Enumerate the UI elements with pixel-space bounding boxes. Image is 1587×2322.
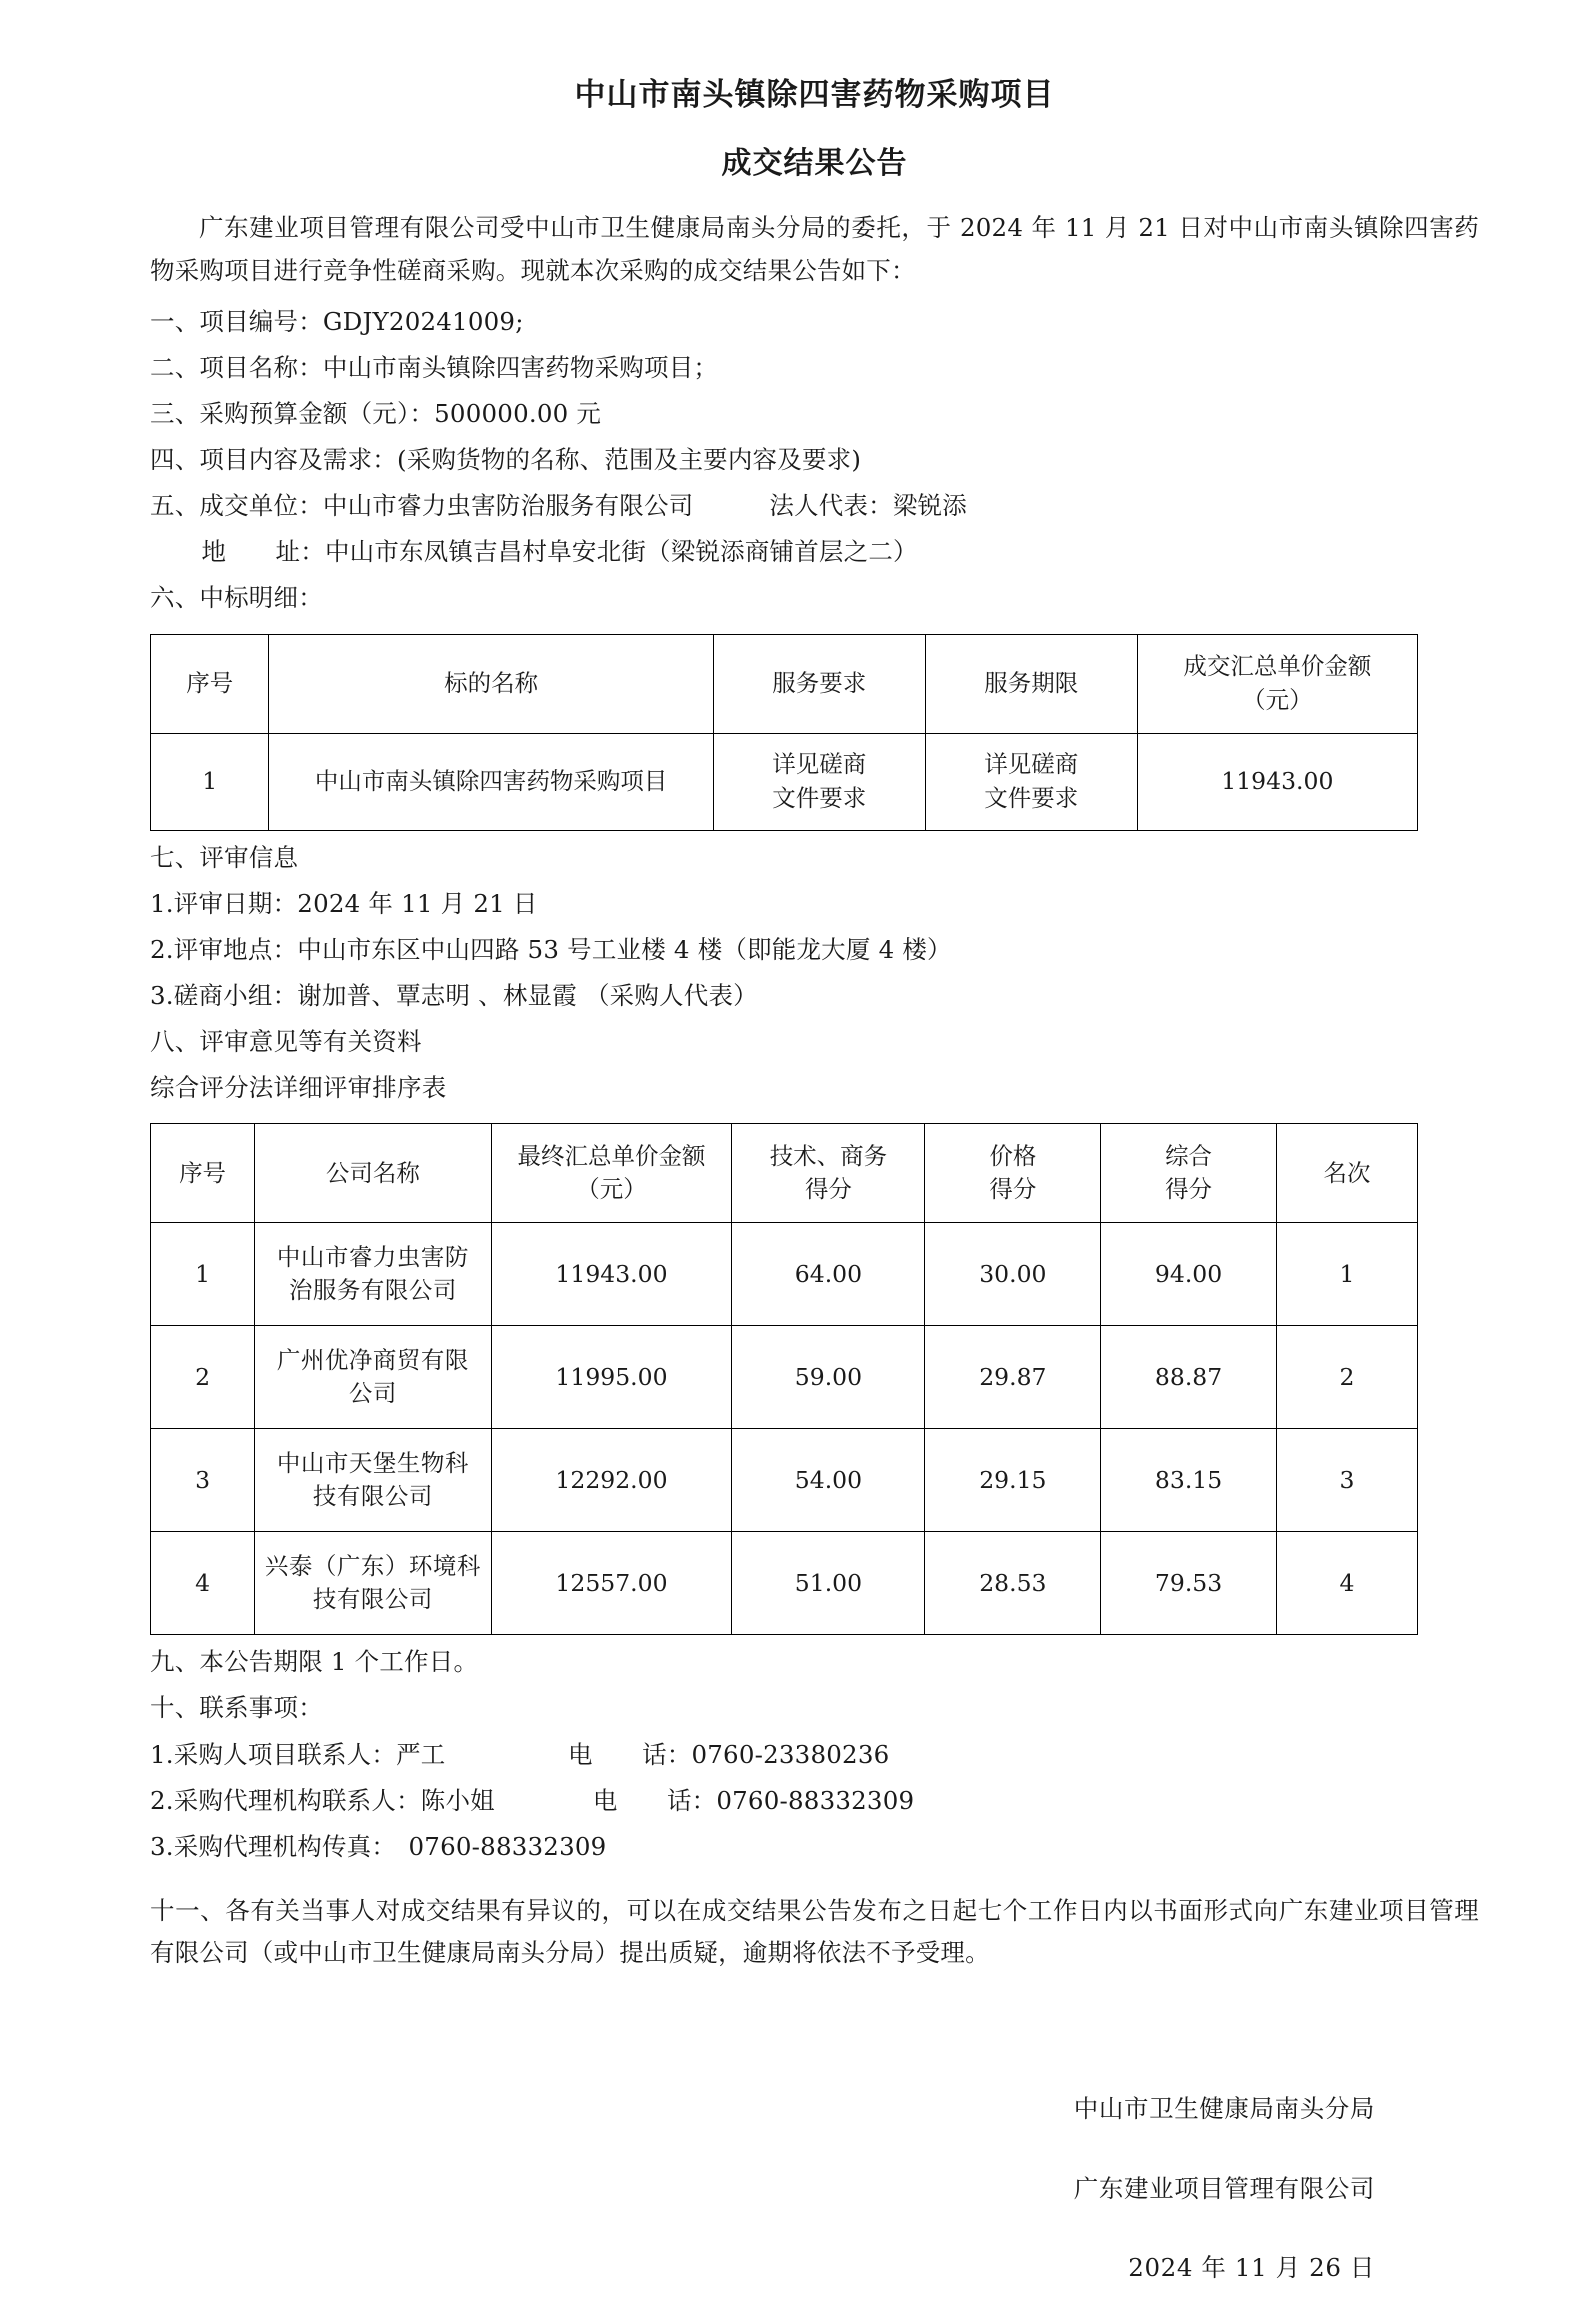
section-review-date: 1.评审日期：2024 年 11 月 21 日 [150,888,538,918]
table-header-row [151,634,1418,733]
header-no: 序号 [151,634,269,733]
header-tech-score [732,1124,925,1223]
contact-agency-phone-label: 电 话： [592,1785,717,1815]
contact-purchaser-label: 1.采购人项目联系人：严工 [150,1739,446,1769]
section-address [150,531,1479,573]
section-budget-amount: 三、采购预算金额（元）：500000.00 元 [150,398,602,428]
intro-paragraph: 广东建业项目管理有限公司受中山市卫生健康局南头分局的委托，于 2024 年 11 月 21 日对中山市南头镇除四害药物采购项目进行竞争性磋商采购。现就本次采购的成交结果公告如下： [150,213,1479,285]
winning-unit-company: 中山市睿力虫害防治服务有限公司 [322,491,694,521]
cell-final-amount: 12557.00 [491,1532,732,1635]
header-company-name: 公司名称 [255,1124,491,1223]
cell-award-amount: 11943.00 [1137,733,1417,830]
signature-org-health-bureau: 中山市卫生健康局南头分局 [1073,2094,1375,2124]
header-award-amount-line1: 成交汇总单价金额 [1183,652,1372,681]
header-tech-score-line2: 得分 [804,1175,852,1204]
signature-org-agency: 广东建业项目管理有限公司 [1073,2173,1375,2203]
cell-company-name [255,1326,491,1429]
header-rank: 名次 [1276,1124,1417,1223]
winning-unit-label: 五、成交单位： [150,491,323,521]
table-row [151,1223,1418,1326]
cell-service-term [925,733,1137,830]
table-row [151,1429,1418,1532]
contact-purchaser [150,1734,1479,1776]
legal-rep-label: 法人代表： [769,491,893,521]
cell-price-score: 29.87 [925,1326,1101,1429]
legal-rep-name: 梁锐添 [892,491,967,521]
table-row [151,733,1418,830]
section-objection-notice: 十一、各有关当事人对成交结果有异议的，可以在成交结果公告发布之日起七个工作日内以书面形式向广东建业项目管理有限公司（或中山市卫生健康局南头分局）提出质疑，逾期将依法不予受理。 [150,1895,1479,1968]
cell-tech-score: 59.00 [732,1326,925,1429]
page-title: 中山市南头镇除四害药物采购项目 [574,77,1055,113]
cell-rank: 3 [1276,1429,1417,1532]
cell-price-score: 29.15 [925,1429,1101,1532]
contact-agency-phone: 0760-88332309 [716,1785,915,1815]
section-score-table-caption: 综合评分法详细评审排序表 [150,1073,447,1103]
cell-company-name-line2: 技有限公司 [312,1585,433,1614]
header-final-amount-line2: （元） [576,1175,647,1204]
cell-company-name [255,1223,491,1326]
header-subject-name: 标的名称 [269,634,713,733]
cell-no: 3 [151,1429,255,1532]
cell-service-requirement-line1: 详见磋商 [772,750,867,779]
page-subtitle: 成交结果公告 [721,146,908,182]
cell-price-score: 30.00 [925,1223,1101,1326]
section-winning-unit [150,485,1479,527]
cell-service-requirement [713,733,925,830]
header-final-amount [491,1124,732,1223]
cell-company-name-line1: 中山市睿力虫害防 [276,1242,469,1271]
header-total-score-line2: 得分 [1165,1175,1213,1204]
header-final-amount-line1: 最终汇总单价金额 [517,1141,706,1170]
cell-company-name [255,1532,491,1635]
cell-company-name-line1: 中山市天堡生物科 [276,1448,469,1477]
cell-company-name-line2: 技有限公司 [312,1482,433,1511]
contact-purchaser-phone-label: 电 话： [567,1739,692,1769]
header-price-score [925,1124,1101,1223]
cell-company-name [255,1429,491,1532]
table-header-row [151,1124,1418,1223]
cell-tech-score: 54.00 [732,1429,925,1532]
cell-final-amount: 11995.00 [491,1326,732,1429]
header-tech-score-line1: 技术、商务 [769,1141,888,1170]
contact-agency [150,1780,1479,1822]
cell-no: 1 [151,1223,255,1326]
cell-rank: 4 [1276,1532,1417,1635]
address-value: 中山市东凤镇吉昌村阜安北街（梁锐添商铺首层之二） [324,537,918,567]
table-row [151,1532,1418,1635]
score-ranking-table [150,1123,1418,1635]
header-price-score-line1: 价格 [989,1141,1037,1170]
header-total-score-line1: 综合 [1165,1141,1213,1170]
address-label: 地 址： [201,537,325,567]
header-no: 序号 [151,1124,255,1223]
cell-total-score: 94.00 [1101,1223,1277,1326]
contact-agency-fax: 3.采购代理机构传真： 0760-88332309 [150,1831,607,1861]
section-review-committee: 3.磋商小组：谢加普、覃志明 、林显霞 （采购人代表） [150,980,758,1010]
award-detail-table [150,634,1418,831]
signature-block [150,2094,1479,2282]
header-service-term: 服务期限 [925,634,1137,733]
cell-service-requirement-line2: 文件要求 [772,783,867,812]
cell-tech-score: 64.00 [732,1223,925,1326]
cell-rank: 2 [1276,1326,1417,1429]
section-announcement-period: 九、本公告期限 1 个工作日。 [150,1647,479,1677]
cell-service-term-line2: 文件要求 [984,783,1079,812]
cell-total-score: 88.87 [1101,1326,1277,1429]
header-price-score-line2: 得分 [989,1175,1037,1204]
contact-agency-label: 2.采购代理机构联系人：陈小姐 [150,1785,495,1815]
section-contact-heading: 十、联系事项： [150,1693,323,1723]
section-project-content: 四、项目内容及需求：(采购货物的名称、范围及主要内容及要求) [150,445,862,475]
cell-company-name-line1: 兴泰（广东）环境科 [264,1551,481,1580]
cell-rank: 1 [1276,1223,1417,1326]
section-project-number: 一、项目编号：GDJY20241009; [150,306,524,336]
cell-service-term-line1: 详见磋商 [984,750,1079,779]
cell-price-score: 28.53 [925,1532,1101,1635]
cell-final-amount: 11943.00 [491,1223,732,1326]
cell-no: 4 [151,1532,255,1635]
cell-tech-score: 51.00 [732,1532,925,1635]
section-review-info: 七、评审信息 [150,842,299,872]
section-review-opinion: 八、评审意见等有关资料 [150,1027,422,1057]
cell-no: 2 [151,1326,255,1429]
cell-total-score: 83.15 [1101,1429,1277,1532]
cell-company-name-line2: 公司 [348,1379,397,1408]
section-award-detail-heading: 六、中标明细： [150,583,323,613]
cell-no: 1 [151,733,269,830]
contact-purchaser-phone: 0760-23380236 [691,1739,890,1769]
header-award-amount-line2: （元） [1242,685,1313,714]
header-total-score [1101,1124,1277,1223]
header-service-requirement: 服务要求 [713,634,925,733]
section-review-location: 2.评审地点：中山市东区中山四路 53 号工业楼 4 楼（即能龙大厦 4 楼） [150,934,952,964]
cell-subject-name: 中山市南头镇除四害药物采购项目 [269,733,713,830]
table-row [151,1326,1418,1429]
signature-date: 2024 年 11 月 26 日 [1128,2252,1375,2282]
header-award-amount [1137,634,1417,733]
cell-company-name-line1: 广州优净商贸有限 [276,1345,469,1374]
cell-final-amount: 12292.00 [491,1429,732,1532]
section-project-name: 二、项目名称：中山市南头镇除四害药物采购项目； [150,352,719,382]
cell-company-name-line2: 治服务有限公司 [288,1276,457,1305]
cell-total-score: 79.53 [1101,1532,1277,1635]
